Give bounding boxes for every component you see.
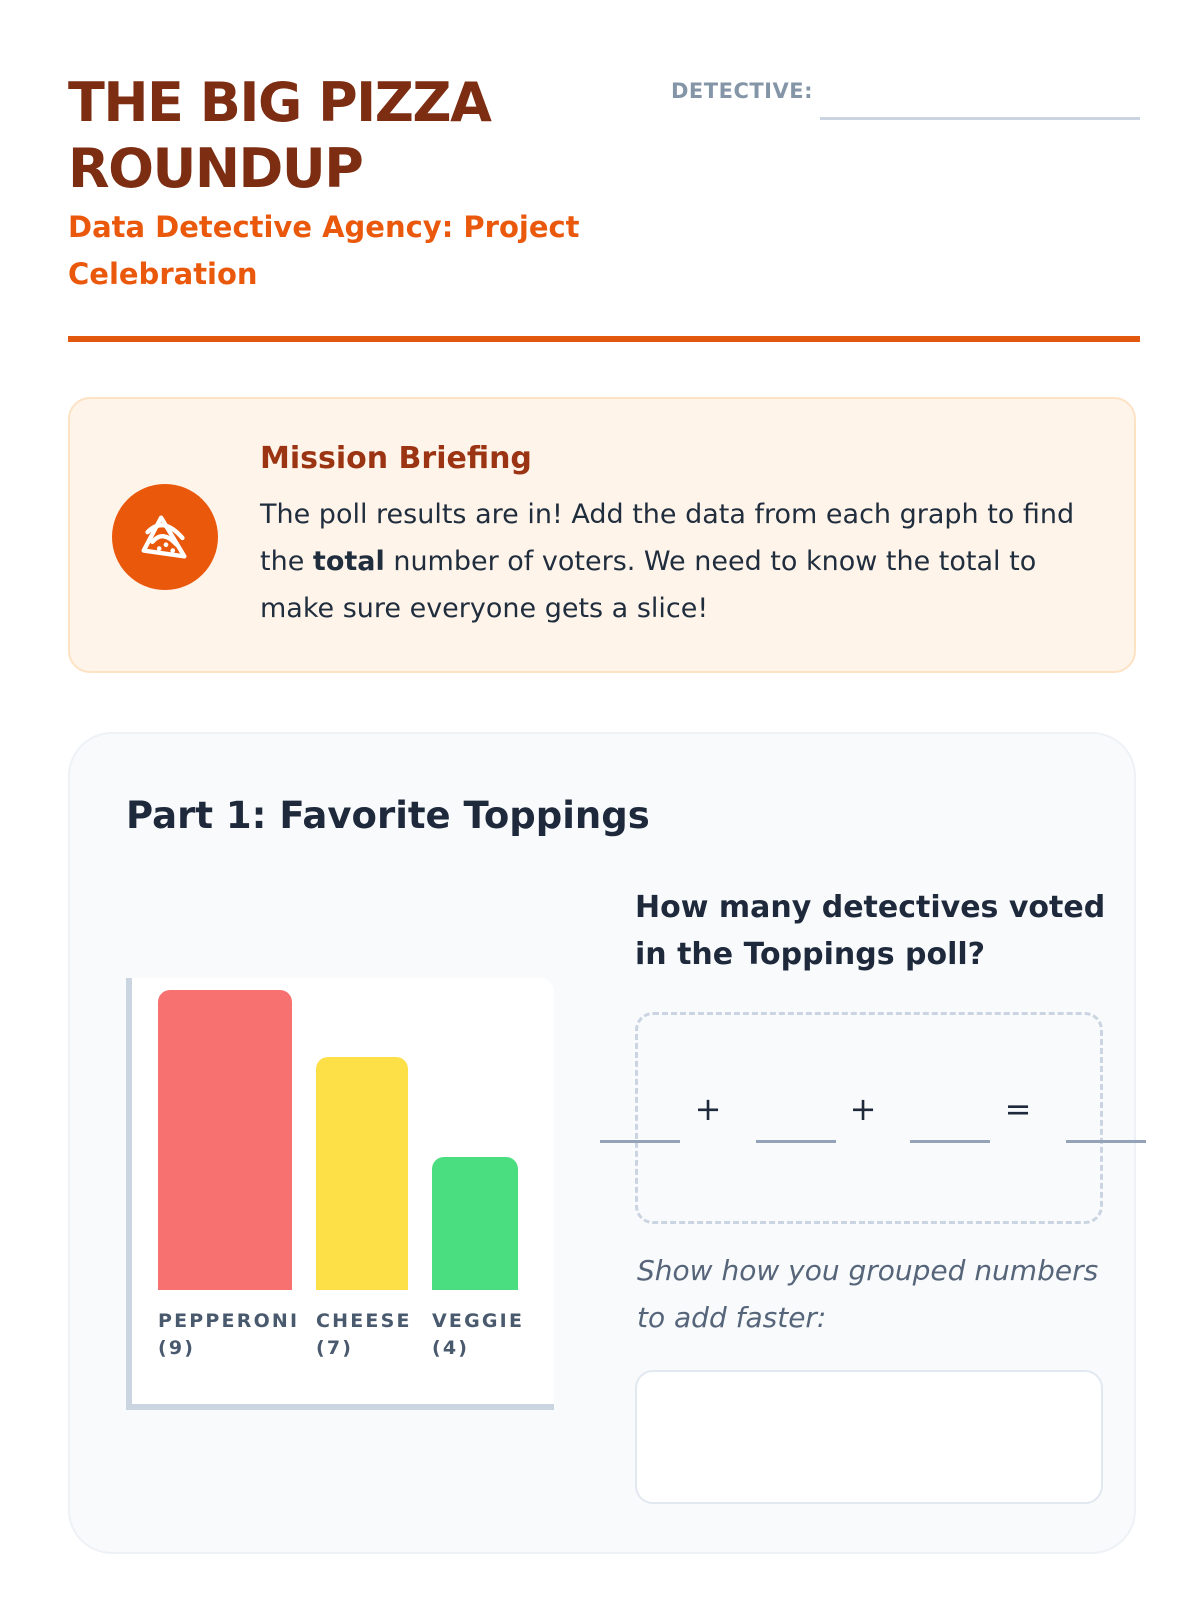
page-title: THE BIG PIZZA ROUNDUP <box>68 71 491 200</box>
header-divider <box>68 336 1140 342</box>
briefing-text-emphasis: total <box>312 546 385 577</box>
bar-value-label: (4) <box>432 1337 470 1359</box>
mission-briefing-panel <box>68 397 1136 673</box>
bar-cheese <box>316 1057 408 1290</box>
chart-x-axis <box>126 1404 554 1410</box>
detective-label: DETECTIVE: <box>671 79 813 103</box>
toppings-bar-chart <box>126 978 554 1410</box>
toppings-question: How many detectives voted in the Toppings poll? <box>635 890 1106 972</box>
briefing-text-part: The poll results are in! Add the data from each graph to find the <box>260 499 1075 577</box>
bar-label-cheese <box>316 1308 412 1362</box>
briefing-title: Mission Briefing <box>260 441 532 476</box>
page-header <box>68 70 1140 350</box>
bar-category-label: VEGGIE <box>432 1310 525 1332</box>
bar-value-label: (7) <box>316 1337 354 1359</box>
bar-label-veggie <box>432 1308 524 1362</box>
part-1-title: Part 1: Favorite Toppings <box>126 794 650 837</box>
grouping-prompt: Show how you grouped numbers to add faster: <box>637 1254 1099 1334</box>
bar-label-pepperoni <box>158 1308 299 1362</box>
bar-category-label: CHEESE <box>316 1310 412 1332</box>
grouping-answer-box[interactable] <box>635 1370 1103 1504</box>
equals-sign: = <box>1004 1090 1032 1128</box>
briefing-text-part: number of voters. We need to know the total to make sure everyone gets a slice! <box>260 546 1037 624</box>
equation-blank-3[interactable] <box>910 1140 990 1143</box>
equation-blank-2[interactable] <box>756 1140 836 1143</box>
chart-y-axis <box>126 978 132 1410</box>
detective-name-field[interactable] <box>820 117 1140 120</box>
equation-total-blank[interactable] <box>1066 1140 1146 1143</box>
pizza-slice-icon <box>112 484 218 590</box>
bar-veggie <box>432 1157 518 1290</box>
plus-sign-1: + <box>694 1090 722 1128</box>
part-1-card <box>68 732 1136 1554</box>
page-subtitle: Data Detective Agency: Project Celebration <box>68 210 580 291</box>
briefing-text <box>260 491 1090 632</box>
bar-value-label: (9) <box>158 1337 196 1359</box>
plus-sign-2: + <box>849 1090 877 1128</box>
equation-blank-1[interactable] <box>600 1140 680 1143</box>
bar-pepperoni <box>158 990 292 1290</box>
bar-category-label: PEPPERONI <box>158 1310 300 1332</box>
